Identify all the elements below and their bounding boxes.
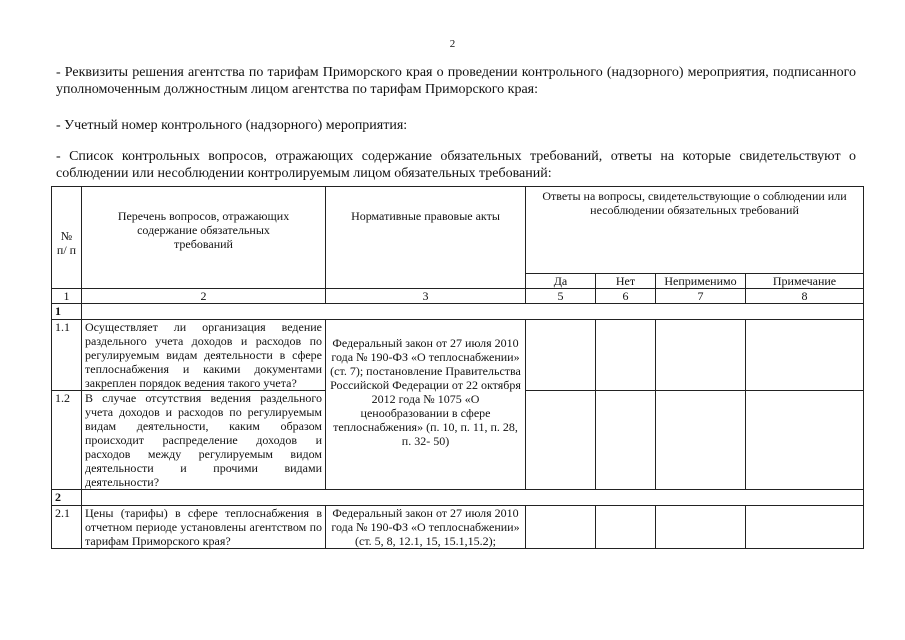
checklist-table [51,186,864,549]
column-numbers-row [52,289,864,304]
answer-yes-cell[interactable] [526,391,596,490]
header-no: Нет [596,274,656,289]
answer-note-cell[interactable] [746,391,864,490]
col-number: 7 [656,289,746,304]
answer-no-cell[interactable] [596,506,656,549]
col-number: 2 [82,289,326,304]
section-spacer [82,490,864,506]
account-number-paragraph: - Учетный номер контрольного (надзорного) мероприятия: [56,118,408,133]
header-acts: Нормативные правовые акты [326,187,526,289]
col-number: 3 [326,289,526,304]
header-questions: Перечень вопросов, отражающих содержание обязательных требований [82,187,326,289]
row-number: 1.1 [52,320,82,391]
row-acts: Федеральный закон от 27 июля 2010 года № 190-ФЗ «О теплоснабжении» (ст. 5, 8, 12.1, 15, 15.1,15.2); [326,506,526,549]
requisites-paragraph: - Реквизиты решения агентства по тарифам Приморского края о проведении контрольного (надзорного) мероприятия, подписанного уполномоченным должностным лицом агентства по тарифам Приморского края: [56,65,856,97]
answer-no-cell[interactable] [596,391,656,490]
questions-intro-paragraph: - Список контрольных вопросов, отражающих содержание обязательных требований, ответы на которые свидетельствуют о соблюдении или несоблюдении контролируемым лицом обязательных требований: [56,149,856,181]
section-number: 1 [52,304,82,320]
answer-no-cell[interactable] [596,320,656,391]
header-na: Неприменимо [656,274,746,289]
row-number: 2.1 [52,506,82,549]
answer-na-cell[interactable] [656,320,746,391]
header-answers: Ответы на вопросы, свидетельствующие о соблюдении или несоблюдении обязательных требований [526,187,864,274]
section-row [52,490,864,506]
answer-na-cell[interactable] [656,506,746,549]
row-question: Осуществляет ли организация ведение раздельного учета доходов и расходов по регулируемым видам деятельности в сфере теплоснабжения и какими документами закреплен порядок ведения такого учета? [82,320,326,391]
col-number: 5 [526,289,596,304]
row-number: 1.2 [52,391,82,490]
answer-yes-cell[interactable] [526,506,596,549]
section-number: 2 [52,490,82,506]
col-number: 6 [596,289,656,304]
header-yes: Да [526,274,596,289]
answer-note-cell[interactable] [746,320,864,391]
row-acts: Федеральный закон от 27 июля 2010 года № 190-ФЗ «О теплоснабжении» (ст. 7); постановление Правительства Российской Федерации от 22 октября 2012 года № 1075 «О ценообразовании в сфере теплоснабжения» (п. 10, п. 11, п. 28, п. 32- 50) [326,320,526,490]
col-number: 1 [52,289,82,304]
answer-na-cell[interactable] [656,391,746,490]
row-question: В случае отсутствия ведения раздельного учета доходов и расходов по регулируемым видам деятельности, каким образом происходит распределение доходов и расходов между регулируемым видом деятельности и прочими видами деятельности? [82,391,326,490]
page-number: 2 [449,38,456,50]
header-note: Примечание [746,274,864,289]
col-number: 8 [746,289,864,304]
header-row-top [52,187,864,274]
table-row [52,506,864,549]
section-spacer [82,304,864,320]
section-row [52,304,864,320]
answer-note-cell[interactable] [746,506,864,549]
row-question: Цены (тарифы) в сфере теплоснабжения в отчетном периоде установлены агентством по тарифам Приморского края? [82,506,326,549]
header-num: № п/ п [52,187,82,289]
answer-yes-cell[interactable] [526,320,596,391]
table-row [52,320,864,391]
